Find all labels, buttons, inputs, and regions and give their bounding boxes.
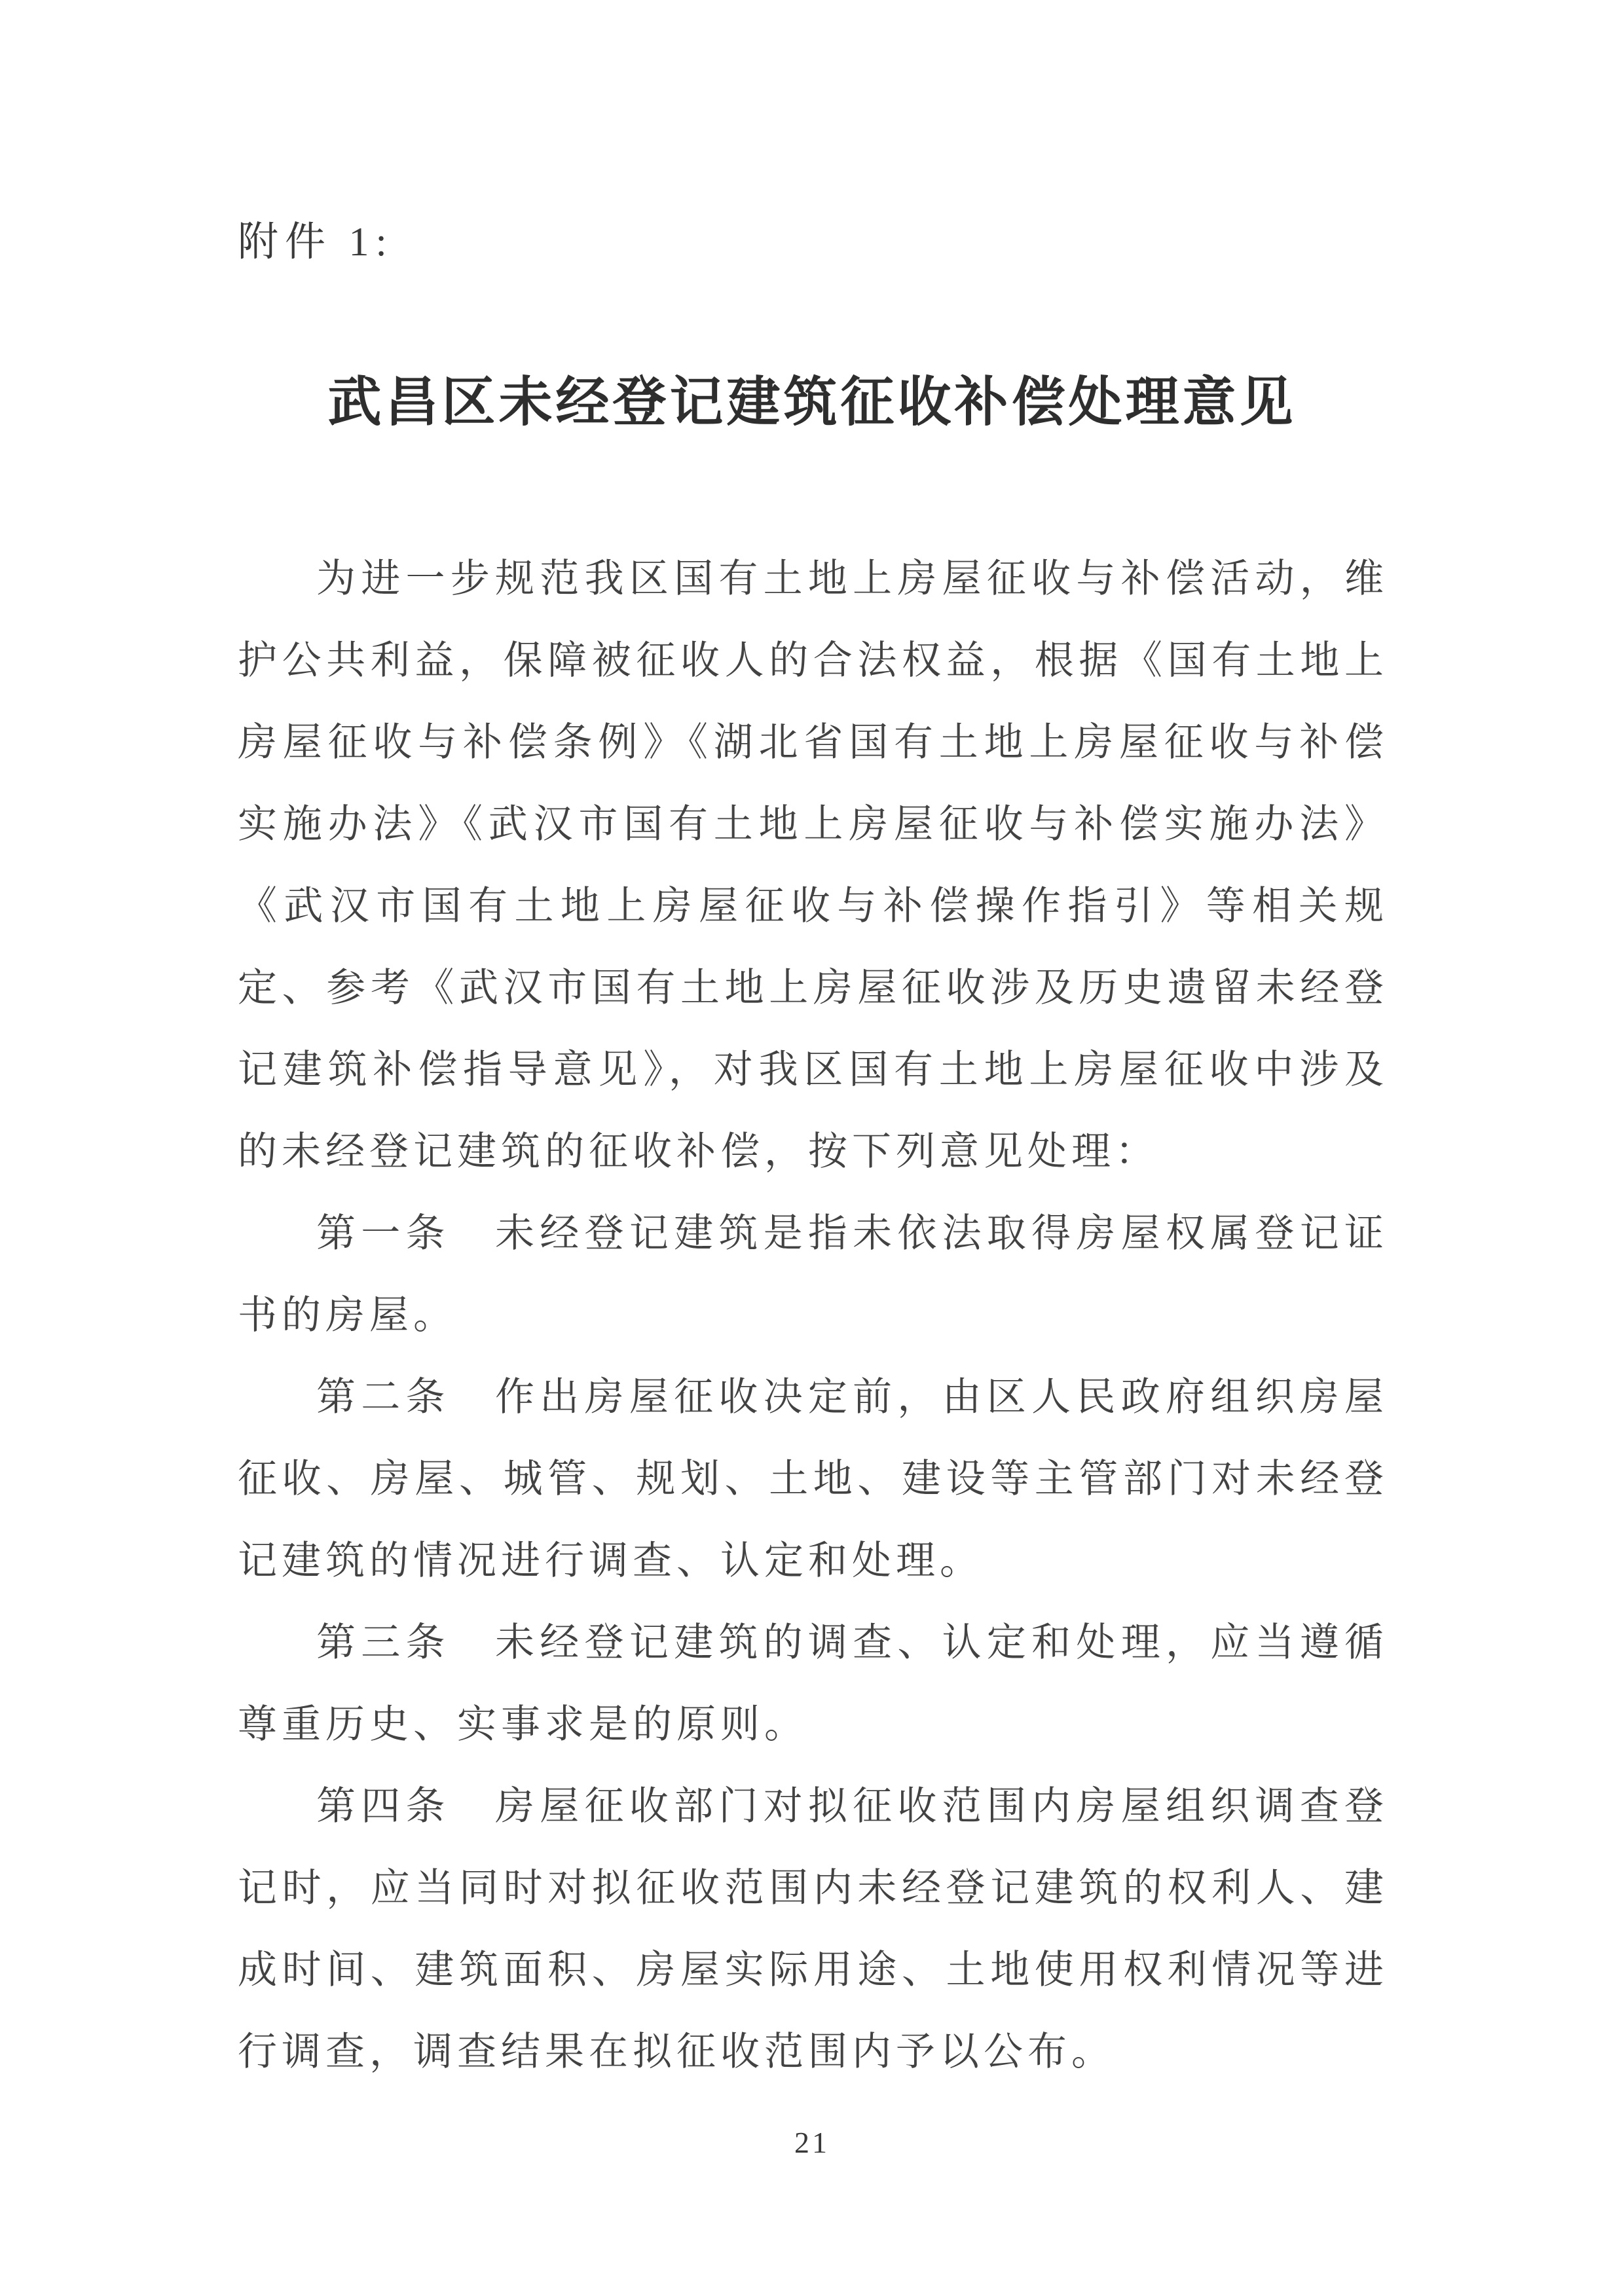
body-paragraph: 第一条 未经登记建筑是指未依法取得房屋权属登记证书的房屋。 (238, 1212, 1388, 1337)
page-number: 21 (794, 2126, 830, 2159)
attachment-label: 附件 1: (238, 220, 394, 264)
body-paragraph: 为进一步规范我区国有土地上房屋征收与补偿活动，维护公共利益，保障被征收人的合法权益，根据《国有土地上房屋征收与补偿条例》《湖北省国有土地上房屋征收与补偿实施办法》《武汉市国有土地上房屋征收与补偿实施办法》《武汉市国有土地上房屋征收与补偿操作指引》等相关规定、参考《武汉市国有土地上房屋征收涉及历史遗留未经登记建筑补偿指导意见》，对我区国有土地上房屋征收中涉及的未经登记建筑的征收补偿，按下列意见处理： (238, 557, 1388, 1173)
document-body (238, 538, 1388, 2093)
body-paragraph: 第四条 房屋征收部门对拟征收范围内房屋组织调查登记时，应当同时对拟征收范围内未经登记建筑的权利人、建成时间、建筑面积、房屋实际用途、土地使用权利情况等进行调查，调查结果在拟征收范围内予以公布。 (238, 1785, 1388, 2073)
body-paragraph: 第二条 作出房屋征收决定前，由区人民政府组织房屋征收、房屋、城管、规划、土地、建设等主管部门对未经登记建筑的情况进行调查、认定和处理。 (238, 1376, 1388, 1582)
document-title: 武昌区未经登记建筑征收补偿处理意见 (327, 373, 1297, 432)
body-paragraph: 第三条 未经登记建筑的调查、认定和处理，应当遵循尊重历史、实事求是的原则。 (238, 1621, 1388, 1746)
